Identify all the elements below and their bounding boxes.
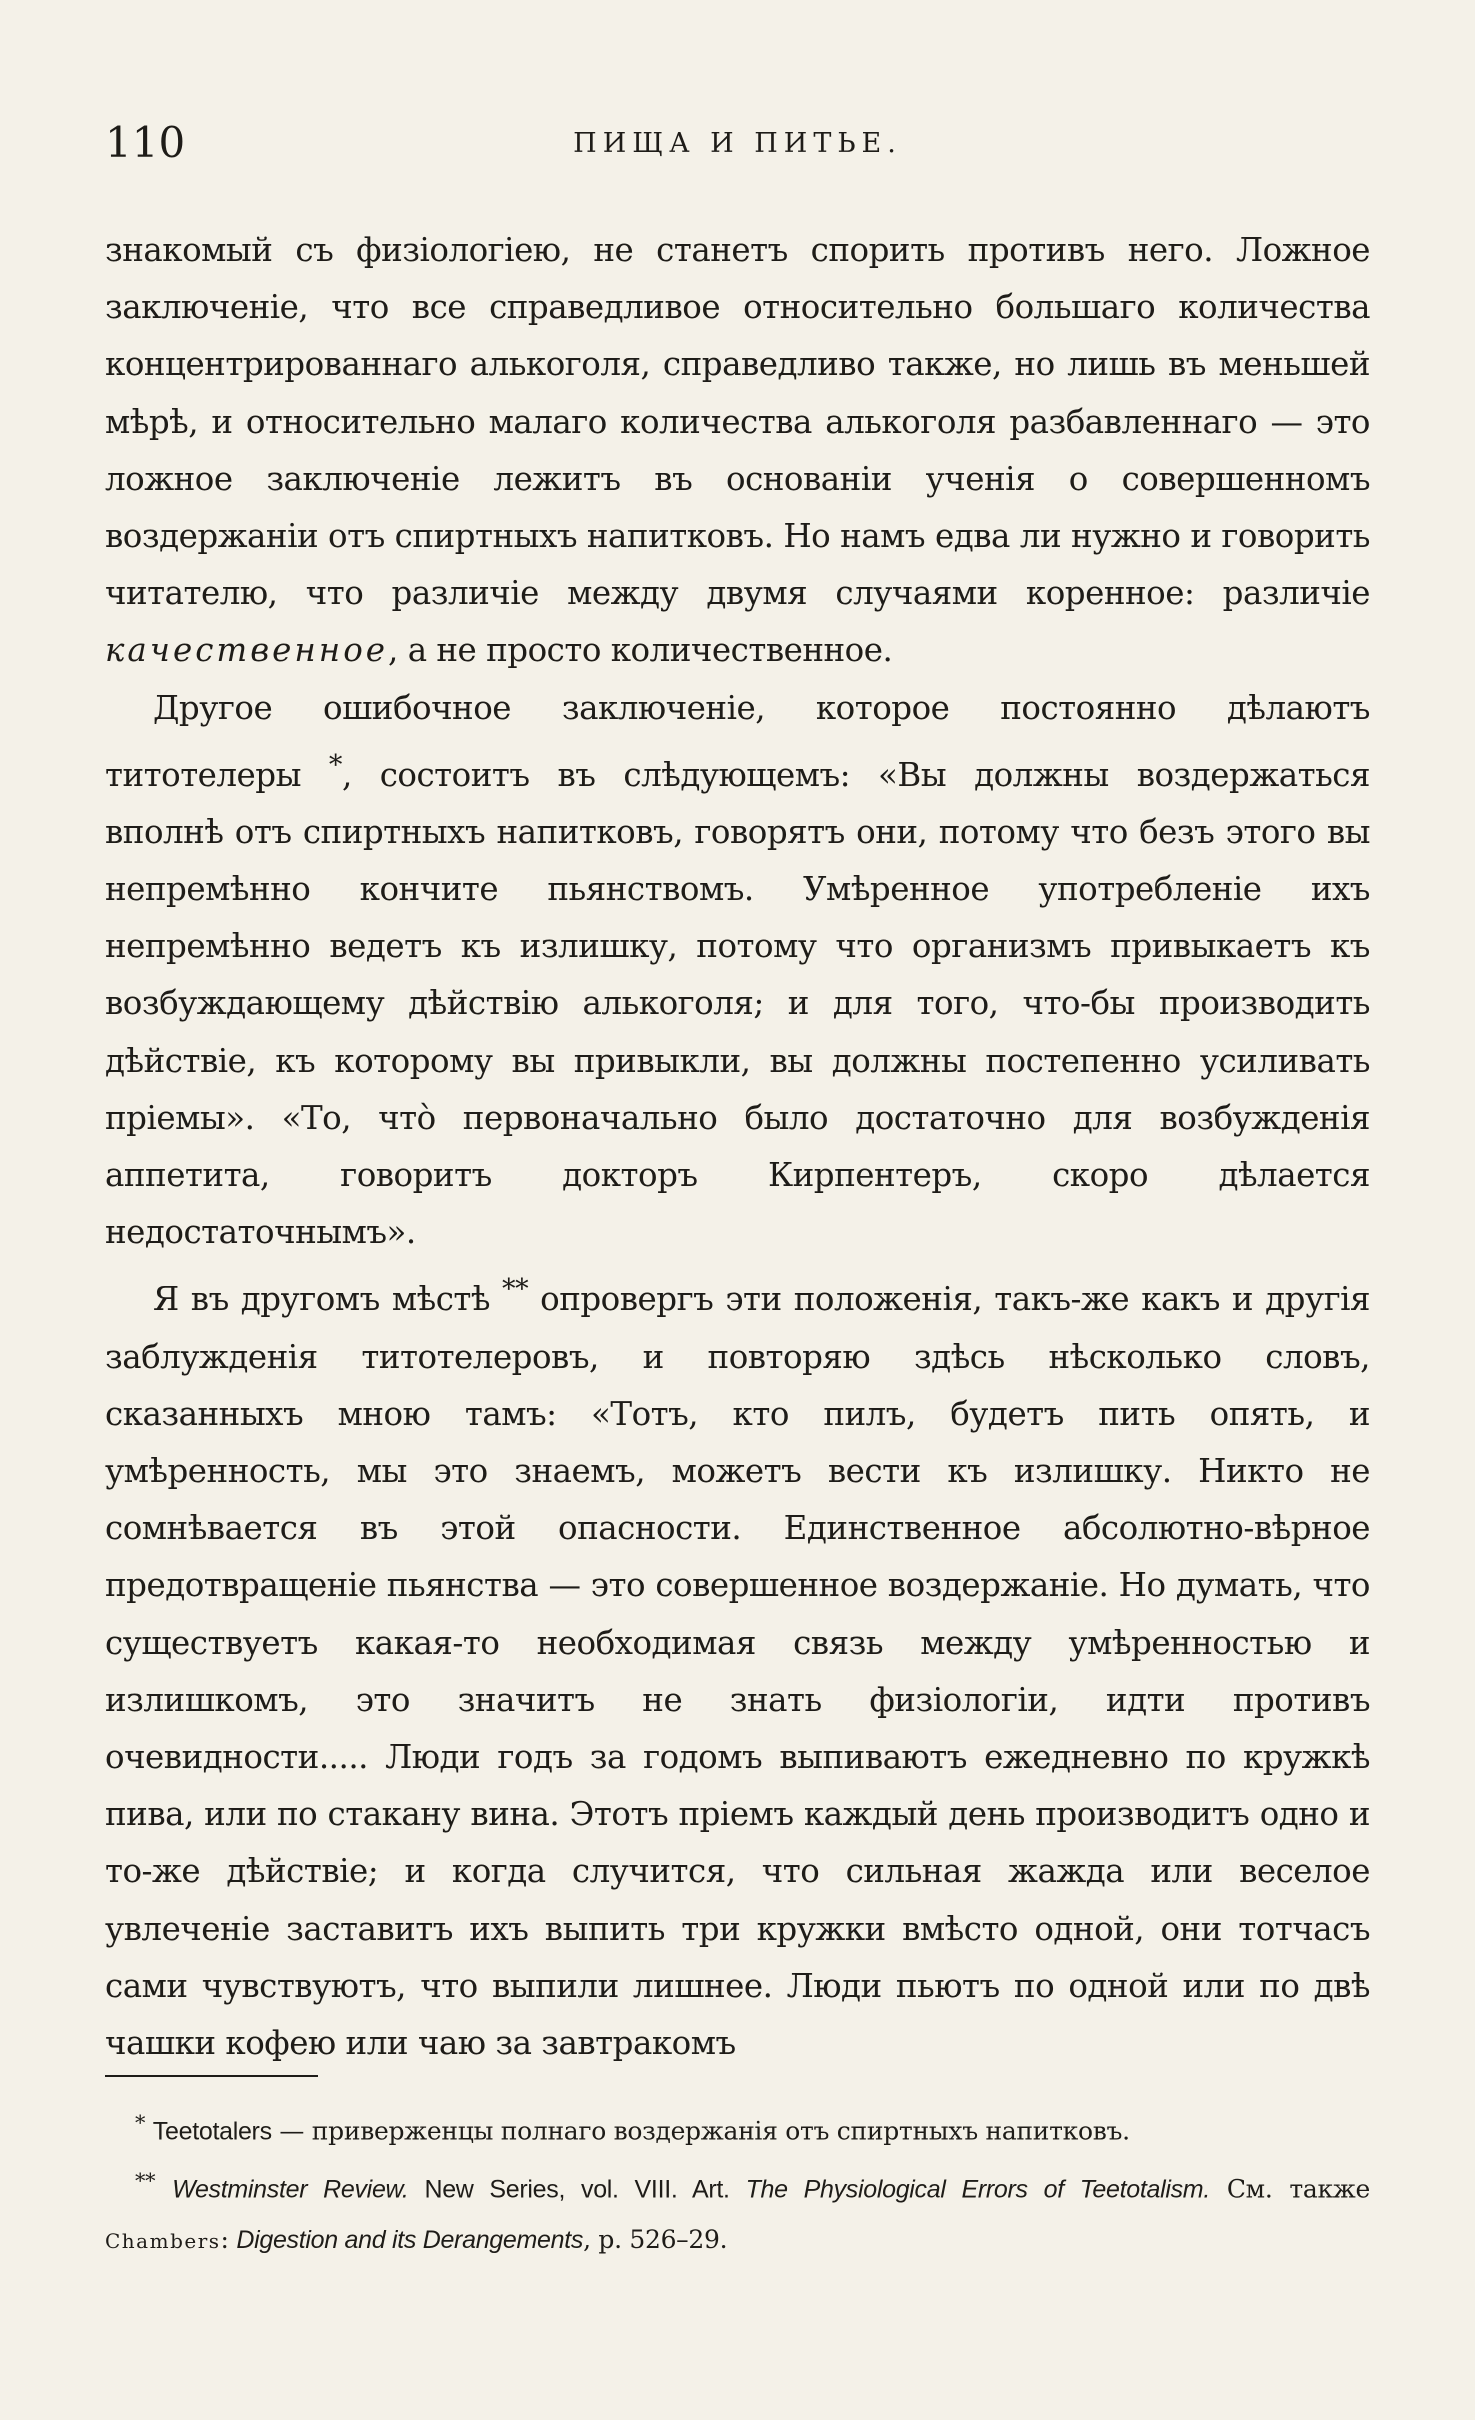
paragraph-3-text-a: Я въ другомъ мѣстѣ [153, 1280, 503, 1319]
footnote-1-mark: * [135, 2111, 146, 2135]
footnote-2-colon: : [220, 2224, 237, 2254]
footnote-2-see: См. также [1209, 2174, 1370, 2204]
paragraph-3 [105, 1261, 1370, 2072]
paragraph-2-text-b: , состоитъ въ слѣдующемъ: «Вы должны воздержаться вполнѣ отъ спиртныхъ напитковъ, говорятъ они, потому что безъ этого вы непремѣнно кончите пьянствомъ. Умѣренное употребленiе ихъ непремѣнно ведетъ къ излишку, потому что организмъ привыкаетъ къ возбуждающему дѣйствiю алькоголя; и для того, что-бы производить дѣйствiе, къ которому вы привыкли, вы должны постепенно усиливать прiемы». «То, чтò первоначально было достаточно для возбужденiя аппетита, говоритъ докторъ Кирпентеръ, скоро дѣлается недостаточнымъ». [105, 755, 1370, 1252]
footnote-2-series: New Series, vol. VIII. Art. [408, 2175, 746, 2204]
footnote-2 [105, 2156, 1370, 2265]
page-header-title: ПИЩА И ПИТЬЕ. [573, 128, 902, 159]
footnotes [105, 2098, 1370, 2266]
footnote-2-mark: ** [135, 2169, 156, 2194]
paragraph-2-text-a: Другое ошибочное заключенiе, которое постоянно дѣлаютъ титотелеры [105, 688, 1370, 794]
footnote-2-journal: Westminster Review. [172, 2175, 409, 2204]
footnote-2-article: The Physiological Errors of Teetotalism. [745, 2175, 1210, 2204]
footnote-divider [105, 2075, 318, 2077]
running-head [105, 118, 1370, 168]
page-number: 110 [105, 118, 186, 167]
footnote-ref-1: * [328, 749, 342, 781]
footnote-1-term: Teetotalers [152, 2117, 272, 2146]
paragraph-1-text-a: знакомый съ физiологiею, не станетъ спорить противъ него. Ложное заключенiе, что все справедливое относительно большаго количества концентрированнаго алькоголя, справедливо также, но лишь въ меньшей мѣрѣ, и относительно малаго количества алькоголя разбавленнаго — это ложное заключенiе лежитъ въ основанiи ученiя о совершенномъ воздержанiи отъ спиртныхъ напитковъ. Но намъ едва ли нужно и говорить читателю, что различiе между двумя случаями коренное: различiе [105, 231, 1370, 613]
footnote-2-pages: , p. 526–29. [583, 2224, 728, 2254]
paragraph-1-emphasis: качественное [105, 631, 389, 670]
footnote-1 [105, 2098, 1370, 2156]
footnote-2-book: Digestion and its Derangements [236, 2225, 584, 2254]
paragraph-2 [105, 680, 1370, 1262]
paragraph-1 [105, 222, 1370, 680]
paragraph-1-text-b: , а не просто количественное. [388, 631, 893, 670]
footnote-1-text: — приверженцы полнаго воздержанiя отъ спиртныхъ напитковъ. [271, 2116, 1130, 2146]
paragraph-3-text-b: опровергъ эти положенiя, такъ-же какъ и другiя заблужденiя титотелеровъ, и повторяю здѣсь нѣсколько словъ, сказанныхъ мною тамъ: «Тотъ, кто пилъ, будетъ пить опять, и умѣренность, мы это знаемъ, можетъ вести къ излишку. Никто не сомнѣвается въ этой опасности. Единственное абсолютно-вѣрное предотвращенiе пьянства — это совершенное воздержанiе. Но думать, что существуетъ какая-то необходимая связь между умѣренностью и излишкомъ, это значитъ не знать физiологiи, идти противъ очевидности..... Люди годъ за годомъ выпиваютъ ежедневно по кружкѣ пива, или по стакану вина. Этотъ прiемъ каждый день производитъ одно и то-же дѣйствiе; и когда случится, что сильная жажда или веселое увлеченiе заставитъ ихъ выпить три кружки вмѣсто одной, они тотчасъ сами чувствуютъ, что выпили лишнее. Люди пьютъ по одной или по двѣ чашки кофею или чаю за завтракомъ [105, 1280, 1370, 2062]
footnote-ref-2: ** [502, 1274, 529, 1306]
footnote-2-author: Chambers [105, 2228, 221, 2253]
body-text [105, 222, 1370, 2072]
